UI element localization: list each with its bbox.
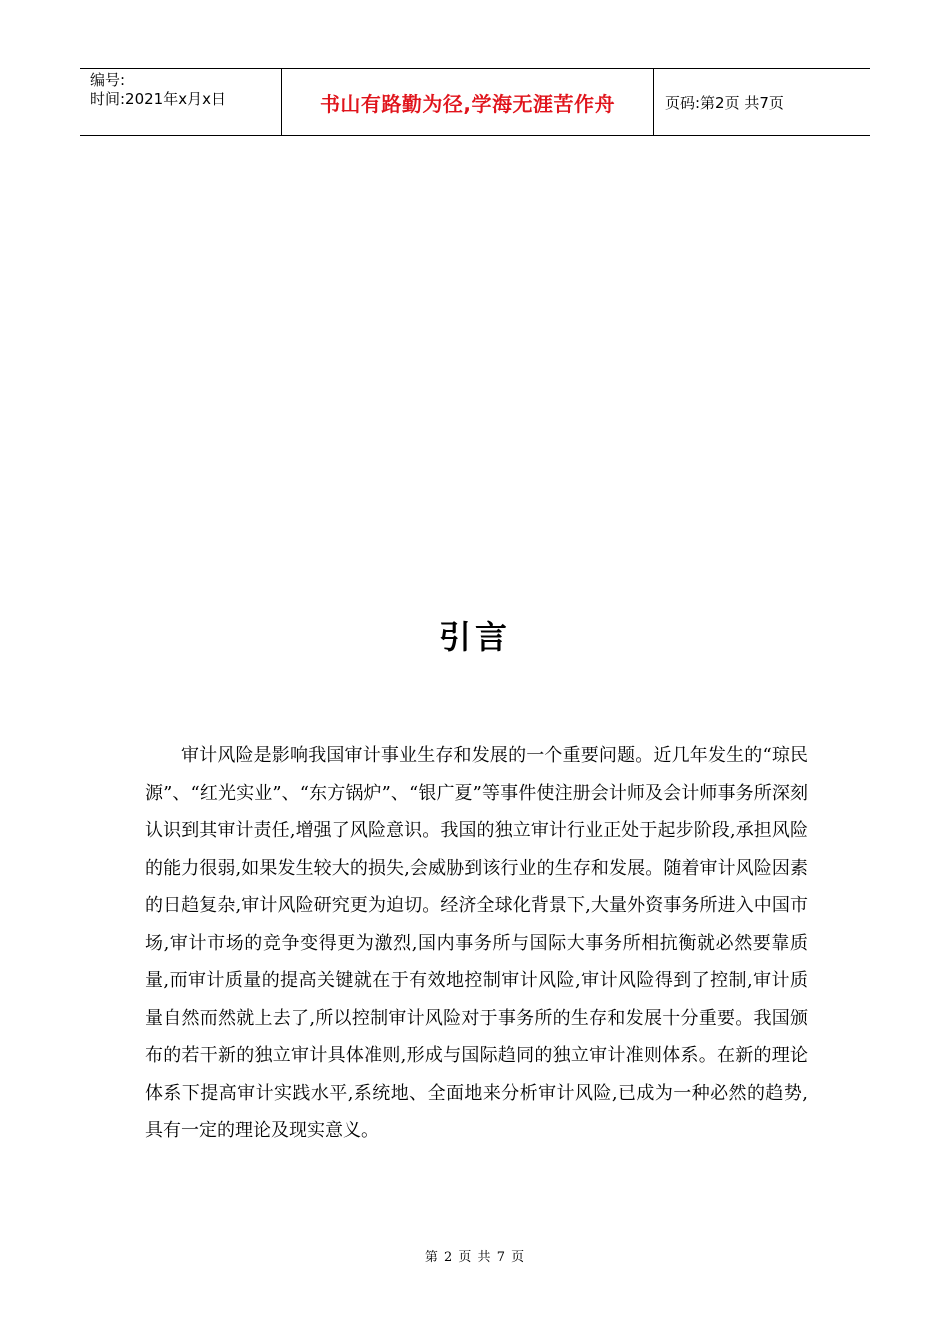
date-label: 时间:2021年x月x日 (90, 90, 226, 108)
page-footer: 第 2 页 共 7 页 (424, 1250, 526, 1265)
header-page-info: 页码:第2页 共7页 (665, 93, 784, 112)
serial-number-label: 编号: (90, 71, 126, 89)
document-title: 引言 (438, 618, 511, 656)
header-meta (80, 69, 282, 135)
page-header (80, 68, 870, 136)
body-paragraph: 审计风险是影响我国审计事业生存和发展的一个重要问题。近几年发生的“琼民源”、“红光实业”、“东方锅炉”、“银广夏”等事件使注册会计师及会计师事务所深刻认识到其审计责任,增强了风险意识。我国的独立审计行业正处于起步阶段,承担风险的能力很弱,如果发生较大的损失,会威胁到该行业的生存和发展。随着审计风险因素的日趋复杂,审计风险研究更为迫切。经济全球化背景下,大量外资事务所进入中国市场,审计市场的竞争变得更为激烈,国内事务所与国际大事务所相抗衡就必然要靠质量,而审计质量的提高关键就在于有效地控制审计风险,审计风险得到了控制,审计质量自然而然就上去了,所以控制审计风险对于事务所的生存和发展十分重要。我国颁布的若干新的独立审计具体准则,形成与国际趋同的独立审计准则体系。在新的理论体系下提高审计实践水平,系统地、全面地来分析审计风险,已成为一种必然的趋势,具有一定的理论及现实意义。 (145, 745, 808, 1141)
header-motto: 书山有路勤为径,学海无涯苦作舟 (282, 69, 654, 135)
